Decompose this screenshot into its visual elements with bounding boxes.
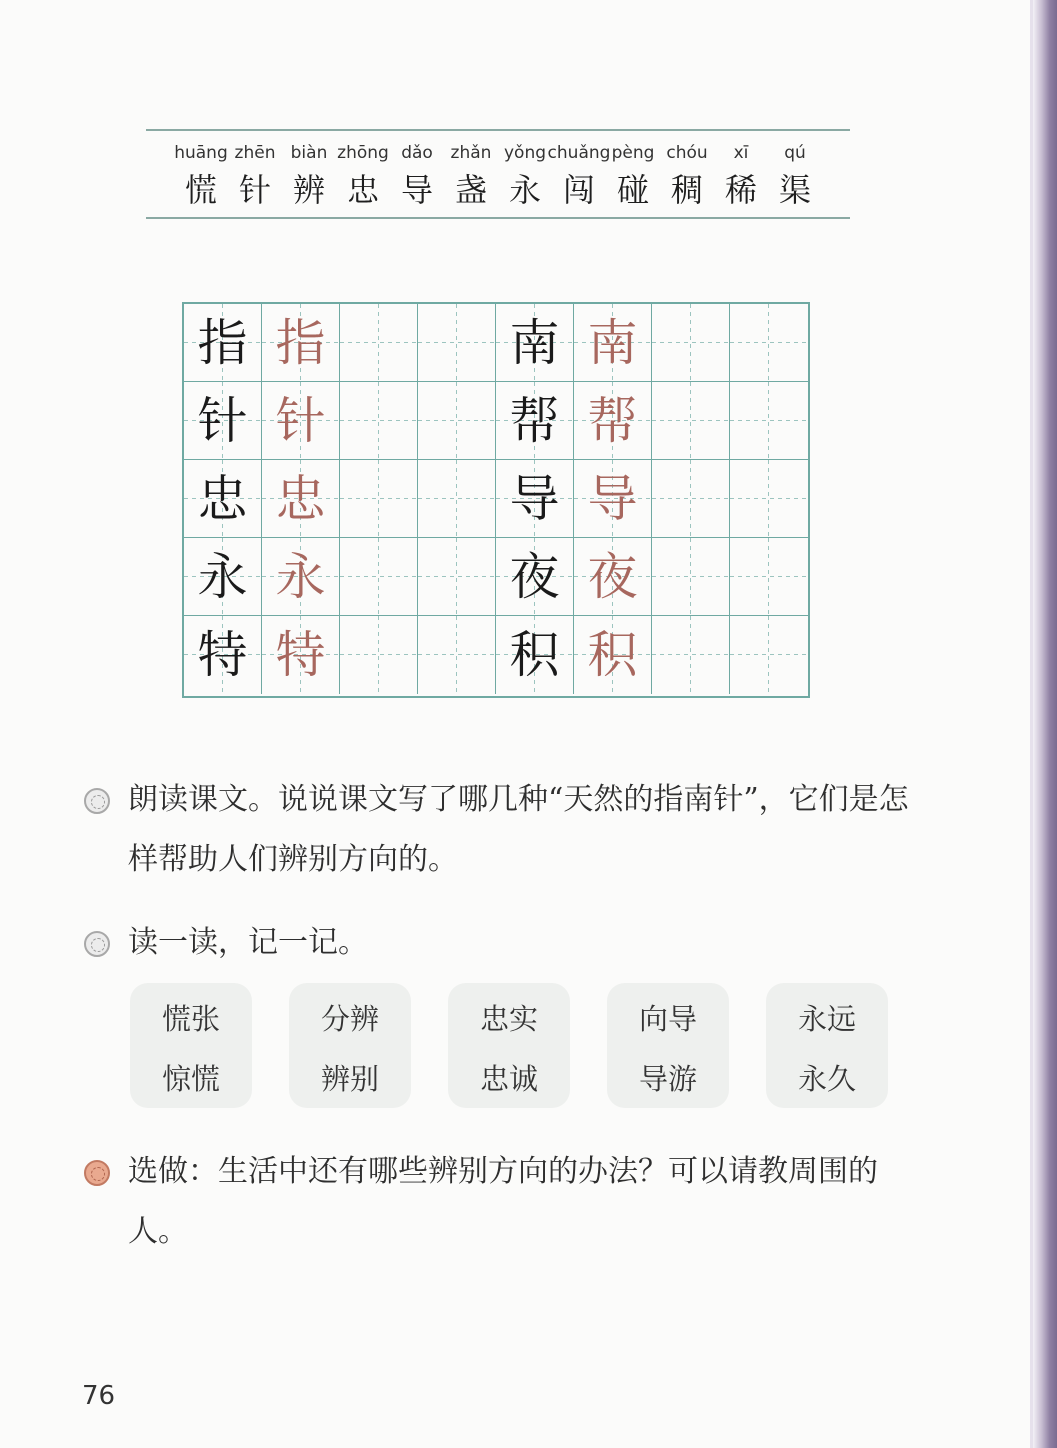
vocab-pinyin: zhēn [234,143,276,163]
grid-cell [574,382,652,460]
tracing-character: 夜 [587,547,638,606]
vocab-pinyin: xī [733,143,749,163]
model-character: 忠 [197,469,248,528]
vocab-item [768,131,822,217]
tracing-character: 南 [587,313,638,372]
vocab-pinyin: huāng [174,143,228,163]
exercise-2-text: 读一读，记一记。 [128,925,368,960]
model-character: 导 [509,469,560,528]
practice-cell[interactable] [730,538,808,616]
vocab-character: 渠 [778,171,811,209]
model-character: 积 [509,626,560,684]
practice-cell[interactable] [418,460,496,538]
grid-cell [496,616,574,694]
practice-cell[interactable] [652,460,730,538]
tracing-character: 针 [275,391,326,450]
model-character: 帮 [509,391,560,450]
word: 导游 [638,1062,697,1096]
word-card [448,983,570,1108]
vocab-character: 盏 [454,171,487,209]
word: 忠实 [479,1002,538,1036]
practice-cell[interactable] [652,382,730,460]
grid-cell [574,538,652,616]
vocab-character: 永 [508,171,541,209]
grid-cell [574,616,652,694]
vocab-pinyin: chóu [666,143,708,163]
practice-cell[interactable] [730,616,808,694]
tracing-character: 忠 [275,469,326,528]
grid-cell [496,304,574,382]
word: 永远 [797,1002,856,1036]
grid-cell [574,460,652,538]
grid-cell [574,304,652,382]
word: 忠诚 [479,1062,538,1096]
word-card [130,983,252,1108]
vocab-character: 稠 [670,171,703,209]
model-character: 特 [197,626,248,684]
exercise-3-text: 选做：生活中还有哪些辨别方向的办法？可以请教周围的人。 [128,1154,878,1249]
vocab-character: 忠 [346,171,379,209]
grid-cell [496,538,574,616]
word-card [766,983,888,1108]
practice-cell[interactable] [418,538,496,616]
model-character: 夜 [509,547,560,606]
practice-cell[interactable] [418,382,496,460]
practice-cell[interactable] [340,616,418,694]
word: 慌张 [161,1002,220,1036]
vocab-character: 闯 [562,171,595,209]
model-character: 针 [197,391,248,450]
vocab-character: 导 [400,171,433,209]
vocab-character: 辨 [292,171,325,209]
tracing-character: 指 [275,313,326,372]
vocab-character: 稀 [724,171,757,209]
grid-cell [184,304,262,382]
practice-cell[interactable] [418,616,496,694]
grid-cell [262,538,340,616]
tracing-character: 导 [587,469,638,528]
character-writing-grid [182,302,810,698]
vocab-pinyin: zhǎn [450,143,492,163]
word: 惊慌 [161,1062,220,1096]
grid-cell [184,382,262,460]
tracing-character: 永 [275,547,326,606]
word: 分辨 [320,1002,379,1036]
exercise-bullet-icon [84,931,110,957]
optional-exercise-bullet-icon [84,1160,110,1186]
grid-cell [496,460,574,538]
grid-cell [184,538,262,616]
practice-cell[interactable] [730,460,808,538]
tracing-character: 特 [275,626,326,684]
exercise-bullet-icon [84,788,110,814]
vocab-character: 针 [238,171,271,209]
vocab-pinyin: yǒng [503,143,547,163]
model-character: 永 [197,547,248,606]
word: 永久 [797,1062,856,1096]
grid-cell [184,460,262,538]
word: 辨别 [320,1062,379,1096]
grid-cell [496,382,574,460]
vocab-character: 碰 [616,171,649,209]
word: 向导 [638,1002,697,1036]
practice-cell[interactable] [730,304,808,382]
vocab-pinyin: biàn [290,143,328,163]
practice-cell[interactable] [340,460,418,538]
page-edge-shadow [1033,0,1057,1448]
grid-cell [262,304,340,382]
grid-cell [262,460,340,538]
vocab-pinyin: chuǎng [547,143,611,163]
tracing-character: 帮 [587,391,638,450]
practice-cell[interactable] [652,304,730,382]
grid-cell [184,616,262,694]
word-card [607,983,729,1108]
model-character: 指 [197,313,248,372]
grid-cell [262,616,340,694]
word-card [289,983,411,1108]
new-character-strip [146,129,850,219]
exercise-1-text: 朗读课文。说说课文写了哪几种“天然的指南针”，它们是怎样帮助人们辨别方向的。 [128,782,909,877]
vocab-pinyin: dǎo [401,143,433,163]
page-number: 76 [82,1381,116,1411]
vocab-pinyin: zhōng [337,143,389,163]
practice-cell[interactable] [340,538,418,616]
practice-cell[interactable] [340,382,418,460]
model-character: 南 [509,313,560,372]
practice-cell[interactable] [652,616,730,694]
grid-cell [262,382,340,460]
practice-cell[interactable] [340,304,418,382]
practice-cell[interactable] [652,538,730,616]
vocab-character: 慌 [184,171,217,209]
practice-cell[interactable] [418,304,496,382]
tracing-character: 积 [587,626,638,684]
vocab-pinyin: qú [784,143,806,163]
vocab-pinyin: pèng [611,143,655,163]
practice-cell[interactable] [730,382,808,460]
